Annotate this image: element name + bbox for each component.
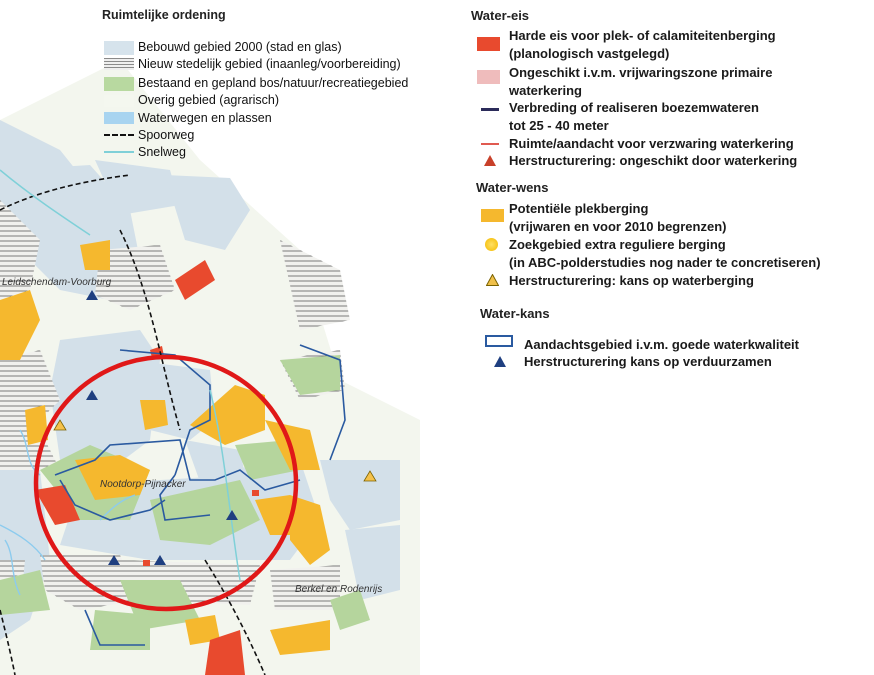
- red-rectangle-icon: [477, 37, 500, 51]
- legend-dike-reinforcement: Ruimte/aandacht voor verzwaring waterkering: [509, 136, 794, 151]
- legend-unsuitable-line1: Ongeschikt i.v.m. vrijwaringszone primaire: [509, 65, 773, 80]
- legend-potential-storage-line1: Potentiële plekberging: [509, 201, 649, 216]
- legend-search-area-line1: Zoekgebied extra reguliere berging: [509, 237, 726, 252]
- legend-hard-requirement-line1: Harde eis voor plek- of calamiteitenberging: [509, 28, 776, 43]
- swatch-built-up: [104, 41, 134, 55]
- legend-spatial-planning-title: Ruimtelijke ordening: [102, 8, 226, 22]
- swatch-new-urban: [104, 58, 134, 70]
- yellow-triangle-icon: [486, 274, 499, 286]
- dark-line-icon: [481, 108, 499, 111]
- swatch-nature: [104, 77, 134, 91]
- place-name-berkel: Berkel en Rodenrijs: [295, 584, 383, 595]
- swatch-railway: [104, 134, 134, 136]
- red-line-icon: [481, 143, 499, 145]
- swatch-agricultural: [104, 95, 134, 107]
- legend-water-wens-title: Water-wens: [476, 180, 549, 195]
- legend-built-up-label: Bebouwd gebied 2000 (stad en glas): [138, 40, 342, 54]
- legend-highway-label: Snelweg: [138, 145, 186, 159]
- legend-sustainability: Herstructurering kans op verduurzamen: [524, 354, 772, 369]
- blue-outline-rectangle-icon: [485, 335, 513, 347]
- red-triangle-icon: [484, 155, 496, 166]
- place-name-leidschendam: Leidschendam-Voorburg: [2, 277, 112, 288]
- legend-water-eis-title: Water-eis: [471, 8, 530, 23]
- legend-water-quality: Aandachtsgebied i.v.m. goede waterkwaliteit: [524, 337, 799, 352]
- legend-restructuring-storage: Herstructurering: kans op waterberging: [509, 273, 754, 288]
- legend-search-area-line2: (in ABC-polderstudies nog nader te concretiseren): [509, 255, 821, 270]
- legend-unsuitable-line2: waterkering: [509, 83, 582, 98]
- pink-rectangle-icon: [477, 70, 500, 84]
- yellow-dot-icon: [485, 238, 498, 251]
- legend-potential-storage-line2: (vrijwaren en voor 2010 begrenzen): [509, 219, 727, 234]
- blue-triangle-icon: [494, 356, 506, 367]
- legend-nature-label: Bestaand en gepland bos/natuur/recreatiegebied: [138, 76, 409, 90]
- orange-rectangle-icon: [481, 209, 504, 222]
- legend-widening-line2: tot 25 - 40 meter: [509, 118, 609, 133]
- legend-restructuring-unsuitable: Herstructurering: ongeschikt door waterkering: [509, 153, 798, 168]
- swatch-water: [104, 112, 134, 124]
- legend-widening-line1: Verbreding of realiseren boezemwateren: [509, 100, 759, 115]
- legend-railway-label: Spoorweg: [138, 128, 195, 142]
- legend-water-label: Waterwegen en plassen: [138, 111, 272, 125]
- legend-hard-requirement-line2: (planologisch vastgelegd): [509, 46, 670, 61]
- swatch-highway: [104, 151, 134, 153]
- legend-water-kans-title: Water-kans: [480, 306, 550, 321]
- place-name-nootdorp: Nootdorp-Pijnacker: [100, 479, 186, 490]
- legend-new-urban-label: Nieuw stedelijk gebied (inaanleg/voorbereiding): [138, 57, 401, 71]
- legend-agricultural-label: Overig gebied (agrarisch): [138, 93, 280, 107]
